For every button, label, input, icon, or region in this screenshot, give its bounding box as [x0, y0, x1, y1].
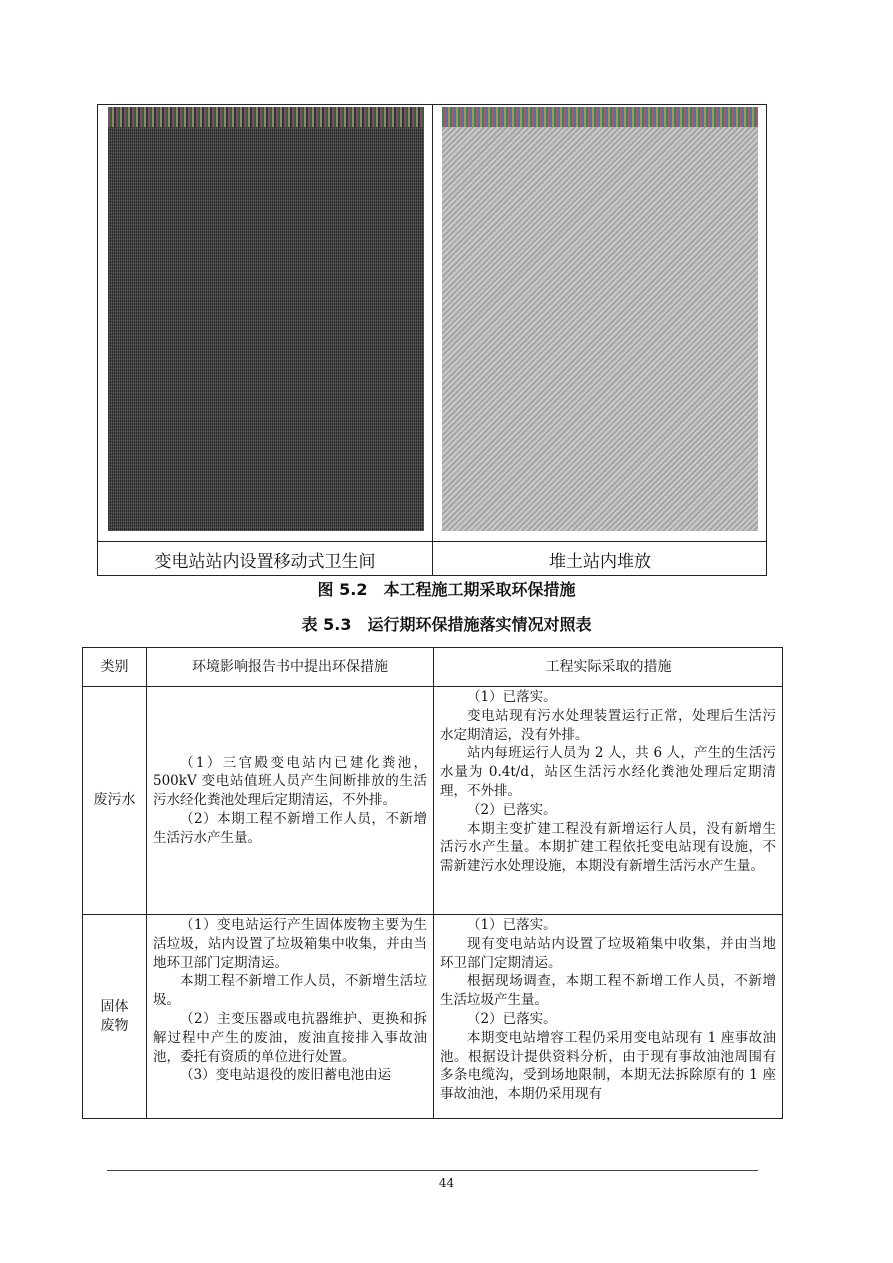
page-number: 44: [438, 1176, 455, 1190]
photo-right-caption: 堆土站内堆放: [549, 551, 651, 572]
table-paragraph: （2）已落实。: [467, 1010, 557, 1027]
footer-rule: [107, 1170, 758, 1171]
table-cell-report: [153, 687, 427, 914]
table-title: 表 5.3 运行期环保措施落实情况对照表: [301, 615, 592, 634]
table-cell-actual: [440, 916, 776, 1119]
table-col-divider: [433, 648, 434, 1118]
table-paragraph: （1）变电站运行产生固体废物主要为生活垃圾，站内设置了垃圾箱集中收集，并由当地环卫部门定期清运。: [153, 917, 427, 971]
table-paragraph: 站内每班运行人员为 2 人，共 6 人，产生的生活污水量为 0.4t/d，站区生活污水经化粪池处理后定期清理，不外排。: [440, 745, 776, 799]
table-paragraph: 现有变电站站内设置了垃圾箱集中收集，并由当地环卫部门定期清运。: [440, 935, 776, 971]
table-paragraph: （1）三官殿变电站内已建化粪池，500kV 变电站值班人员产生间断排放的生活污水经化粪池处理后定期清运，不外排。: [153, 754, 427, 809]
photo-figure-table: [97, 104, 767, 576]
table-paragraph: （1）已落实。: [467, 689, 557, 705]
table-paragraph: 本期变电站增容工程仍采用变电站现有 1 座事故油池。根据设计提供资料分析，由于现有事故油池周围有多条电缆沟，受到场地限制，本期无法拆除原有的 1 座事故油池，本期仍采用现有: [440, 1029, 776, 1103]
header-report-measures: 环境影响报告书中提出环保措施: [192, 658, 388, 675]
photo-left-caption: 变电站站内设置移动式卫生间: [154, 551, 376, 572]
table-col-divider: [146, 648, 147, 1118]
table-cell-actual: [440, 688, 776, 914]
header-category: 类别: [100, 658, 129, 675]
table-row-divider: [83, 914, 782, 915]
figure-title: 图 5.2 本工程施工期采取环保措施: [317, 580, 576, 599]
table-row-category: 固体废物: [100, 999, 129, 1034]
header-actual-measures: 工程实际采取的措施: [545, 658, 672, 675]
table-paragraph: （2）主变压器或电抗器维护、更换和拆解过程中产生的废油，废油直接排入事故油池，委托有资质的单位进行处置。: [153, 1010, 427, 1065]
table-paragraph: （2）本期工程不新增工作人员，不新增生活污水产生量。: [153, 810, 427, 846]
photo-top-band: [108, 107, 424, 127]
photo-top-band: [442, 107, 758, 127]
table-paragraph: （1）已落实。: [467, 917, 557, 933]
table-row-category: 废污水: [93, 792, 136, 809]
table-cell-report: [153, 916, 427, 1119]
table-paragraph: 本期主变扩建工程没有新增运行人员，没有新增生活污水产生量。本期扩建工程依托变电站现有设施，不需新建污水处理设施，本期没有新增生活污水产生量。: [440, 820, 776, 875]
table-paragraph: 变电站现有污水处理装置运行正常，处理后生活污水定期清运，没有外排。: [440, 707, 776, 743]
table-paragraph: 本期工程不新增工作人员，不新增生活垃圾。: [153, 973, 427, 1009]
photo-soil-stockpile: [442, 107, 758, 531]
measures-comparison-table: [82, 647, 783, 1119]
photo-mobile-toilet: [108, 107, 424, 531]
table-paragraph: 根据现场调查，本期工程不新增工作人员，不新增生活垃圾产生量。: [440, 973, 776, 1009]
table-paragraph: （3）变电站退役的废旧蓄电池由运: [180, 1067, 392, 1084]
figure-divider-vertical: [432, 105, 433, 575]
table-paragraph: （2）已落实。: [467, 801, 557, 818]
